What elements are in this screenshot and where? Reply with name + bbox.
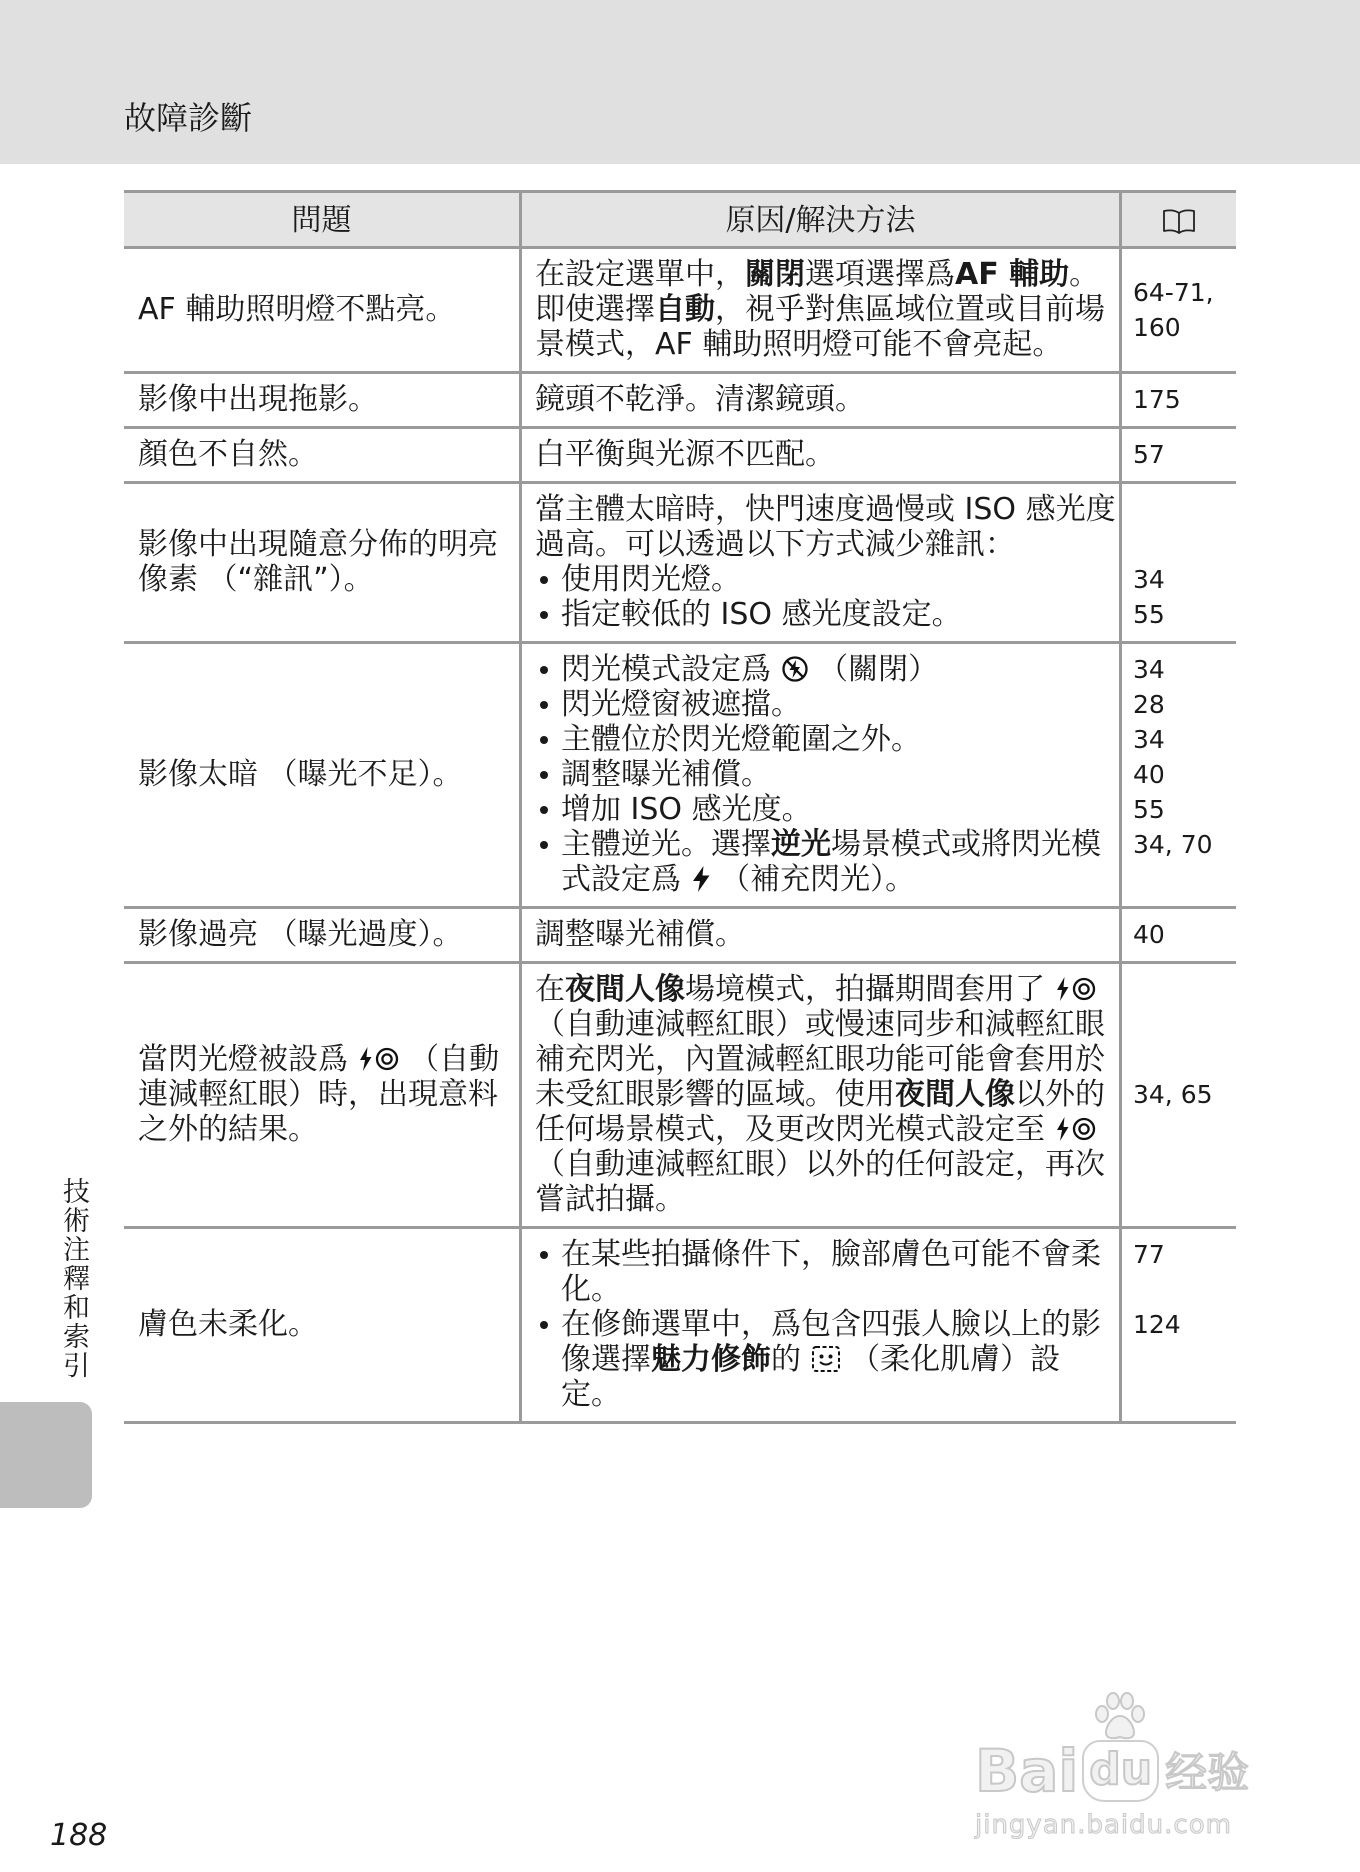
red-eye-icon: [1055, 1115, 1097, 1143]
problem-cell: [124, 484, 522, 641]
watermark-brand-right: du: [1089, 1744, 1153, 1795]
cause-list-item: [535, 652, 1117, 687]
problem-cell: [124, 249, 522, 371]
watermark-brand-cn: 经验: [1165, 1748, 1250, 1797]
text-segment: 場境模式，拍攝期間套用了: [685, 972, 1055, 1007]
cause-cell: [522, 484, 1122, 641]
cause-cell: [522, 374, 1122, 426]
page-ref-cell: [1122, 964, 1236, 1226]
problem-cell: [124, 644, 522, 906]
cause-cell: [522, 909, 1122, 961]
red-eye-icon: [1055, 975, 1097, 1003]
table-row: [124, 644, 1236, 909]
column-header-problem: [124, 193, 522, 246]
problem-text: [138, 757, 509, 792]
cause-paragraph: [535, 972, 1117, 1217]
cause-list-item: [535, 1237, 1117, 1307]
text-segment: 膚色未柔化。: [138, 1307, 318, 1342]
text-segment: 顏色不自然。: [138, 437, 318, 472]
text-segment: 指定較低的 ISO 感光度設定。: [561, 597, 962, 632]
bold-text: 夜間人像: [895, 1077, 1015, 1112]
text-segment: 影像中出現隨意分佈的明亮像素 （“雜訊”）。: [138, 527, 498, 597]
page-ref: 124: [1133, 1310, 1181, 1339]
page-ref: 64-71, 160: [1133, 277, 1214, 342]
problem-cell: [124, 429, 522, 481]
page-ref-cell: [1122, 644, 1236, 906]
text-segment: 閃光模式設定爲: [561, 652, 781, 687]
cause-list-item: [535, 792, 1117, 827]
text-segment: （關閉）: [808, 652, 939, 687]
page-ref: 34: [1133, 655, 1165, 684]
cause-cell: [522, 964, 1122, 1226]
text-segment: （補充閃光）。: [710, 862, 916, 897]
problem-cell: [124, 1229, 522, 1421]
page-ref-cell: [1122, 1229, 1236, 1421]
text-segment: 選項選擇爲: [805, 257, 955, 292]
text-segment: 增加 ISO 感光度。: [561, 792, 812, 827]
text-segment: 場景模式或將閃光模式設定爲: [561, 827, 1101, 897]
table-row: [124, 1229, 1236, 1424]
text-segment: 影像太暗 （曝光不足）。: [138, 757, 463, 792]
problem-cell: [124, 909, 522, 961]
flash-icon: [691, 865, 711, 893]
section-tab: [0, 1402, 92, 1508]
text-segment: 。即使選擇: [535, 257, 1100, 327]
red-eye-icon: [358, 1045, 400, 1073]
cause-list-item: [535, 722, 1117, 757]
bold-text: 關閉: [745, 257, 805, 292]
watermark-brand-left: Bai: [975, 1737, 1079, 1805]
table-row: [124, 484, 1236, 644]
column-header-cause: [522, 193, 1122, 246]
text-segment: 在設定選單中，: [535, 257, 745, 292]
cause-cell: [522, 429, 1122, 481]
cause-cell: [522, 249, 1122, 371]
text-segment: 主體位於閃光燈範圍之外。: [561, 722, 921, 757]
table-row: [124, 374, 1236, 429]
problem-text: [138, 292, 509, 327]
watermark: [975, 1690, 1275, 1860]
problem-text: [138, 527, 509, 597]
page-ref: 175: [1133, 385, 1181, 414]
page-number: 188: [50, 1818, 108, 1853]
text-segment: 影像中出現拖影。: [138, 382, 378, 417]
problem-text: [138, 1042, 509, 1147]
page-ref: 57: [1133, 440, 1165, 469]
text-segment: 鏡頭不乾淨。清潔鏡頭。: [535, 382, 865, 417]
problem-text: [138, 917, 509, 952]
cause-list-item: [535, 757, 1117, 792]
watermark-url: jingyan.baidu.com: [975, 1810, 1232, 1840]
book-icon: [1162, 207, 1196, 235]
flash-off-icon: [781, 655, 809, 683]
header-band: [0, 0, 1360, 164]
text-segment: （柔化肌膚）設定。: [561, 1342, 1061, 1412]
cause-list-item: [535, 827, 1117, 897]
text-segment: 閃光燈窗被遮擋。: [561, 687, 801, 722]
text-segment: 影像過亮 （曝光過度）。: [138, 917, 463, 952]
table-row: [124, 249, 1236, 374]
table-row: [124, 964, 1236, 1229]
page-title: 故障診斷: [124, 99, 253, 137]
text-segment: （自動連減輕紅眼）以外的任何設定，再次嘗試拍攝。: [535, 1147, 1105, 1217]
table-header-row: [124, 193, 1236, 249]
problem-text: [138, 1307, 509, 1342]
troubleshooting-table: [124, 190, 1236, 1424]
section-tab-label: 技術注釋和索引: [58, 1177, 89, 1380]
text-segment: 以外的任何場景模式，及更改閃光模式設定至: [535, 1077, 1105, 1147]
page-ref: 34: [1133, 565, 1165, 594]
cause-cell: [522, 644, 1122, 906]
bold-text: 夜間人像: [565, 972, 685, 1007]
bold-text: AF 輔助: [955, 257, 1070, 292]
text-segment: 在某些拍攝條件下，臉部膚色可能不會柔化。: [561, 1237, 1101, 1307]
cause-cell: [522, 1229, 1122, 1421]
text-segment: 在修飾選單中，爲包含四張人臉以上的影像選擇: [561, 1307, 1101, 1377]
page-ref-cell: [1122, 249, 1236, 371]
page-ref: 40: [1133, 920, 1165, 949]
cause-list-item: [535, 687, 1117, 722]
text-segment: AF 輔助照明燈不點亮。: [138, 292, 456, 327]
page-ref-cell: [1122, 429, 1236, 481]
text-segment: 主體逆光。選擇: [561, 827, 771, 862]
text-segment: 的: [771, 1342, 811, 1377]
cause-paragraph: [535, 492, 1117, 562]
cause-paragraph: [535, 257, 1117, 362]
problem-text: [138, 437, 509, 472]
cause-paragraph: [535, 437, 1117, 472]
table-row: [124, 909, 1236, 964]
problem-cell: [124, 374, 522, 426]
page-ref-cell: [1122, 484, 1236, 641]
page-ref: 55: [1133, 795, 1165, 824]
page-ref: 77: [1133, 1240, 1165, 1269]
problem-cell: [124, 964, 522, 1226]
cause-list-item: [535, 1307, 1117, 1412]
text-segment: （自動連減輕紅眼）時，出現意料之外的結果。: [138, 1042, 500, 1147]
cause-list: [535, 652, 1117, 897]
page-ref-cell: [1122, 374, 1236, 426]
text-segment: 使用閃光燈。: [561, 562, 741, 597]
page-ref-cell: [1122, 909, 1236, 961]
text-segment: 白平衡與光源不匹配。: [535, 437, 835, 472]
table-row: [124, 429, 1236, 484]
text-segment: 當閃光燈被設爲: [138, 1042, 358, 1077]
cause-list: [535, 1237, 1117, 1412]
text-segment: 調整曝光補償。: [535, 917, 745, 952]
bold-text: 逆光: [771, 827, 831, 862]
watermark-logo: [975, 1690, 1275, 1805]
page-ref: 34, 65: [1133, 1080, 1213, 1109]
text-segment: 當主體太暗時，快門速度過慢或 ISO 感光度過高。可以透過以下方式減少雜訊：: [535, 492, 1116, 562]
page-ref: 34: [1133, 725, 1165, 754]
paw-icon: [1092, 1692, 1148, 1746]
column-header-cause-label: 原因/解決方法: [725, 203, 916, 238]
problem-text: [138, 382, 509, 417]
text-segment: （自動連減輕紅眼）或慢速同步和減輕紅眼補充閃光，內置減輕紅眼功能可能會套用於未受紅眼影響的區域。使用: [535, 1007, 1105, 1112]
bold-text: 自動: [655, 292, 715, 327]
text-segment: 在: [535, 972, 565, 1007]
page-ref: 40: [1133, 760, 1165, 789]
cause-list: [535, 562, 1117, 632]
bold-text: 魅力修飾: [651, 1342, 771, 1377]
page-ref: 28: [1133, 690, 1165, 719]
column-header-problem-label: 問題: [291, 203, 352, 238]
cause-list-item: [535, 597, 1117, 632]
cause-paragraph: [535, 917, 1117, 952]
page-ref: 55: [1133, 600, 1165, 629]
text-segment: 調整曝光補償。: [561, 757, 771, 792]
watermark-brand-box: [1082, 1740, 1159, 1802]
text-segment: ，視乎對焦區域位置或目前場景模式，AF 輔助照明燈可能不會亮起。: [535, 292, 1105, 362]
soften-skin-icon: [811, 1345, 841, 1373]
cause-list-item: [535, 562, 1117, 597]
page-ref: 34, 70: [1133, 830, 1213, 859]
cause-paragraph: [535, 382, 1117, 417]
column-header-page-ref: [1122, 193, 1236, 246]
